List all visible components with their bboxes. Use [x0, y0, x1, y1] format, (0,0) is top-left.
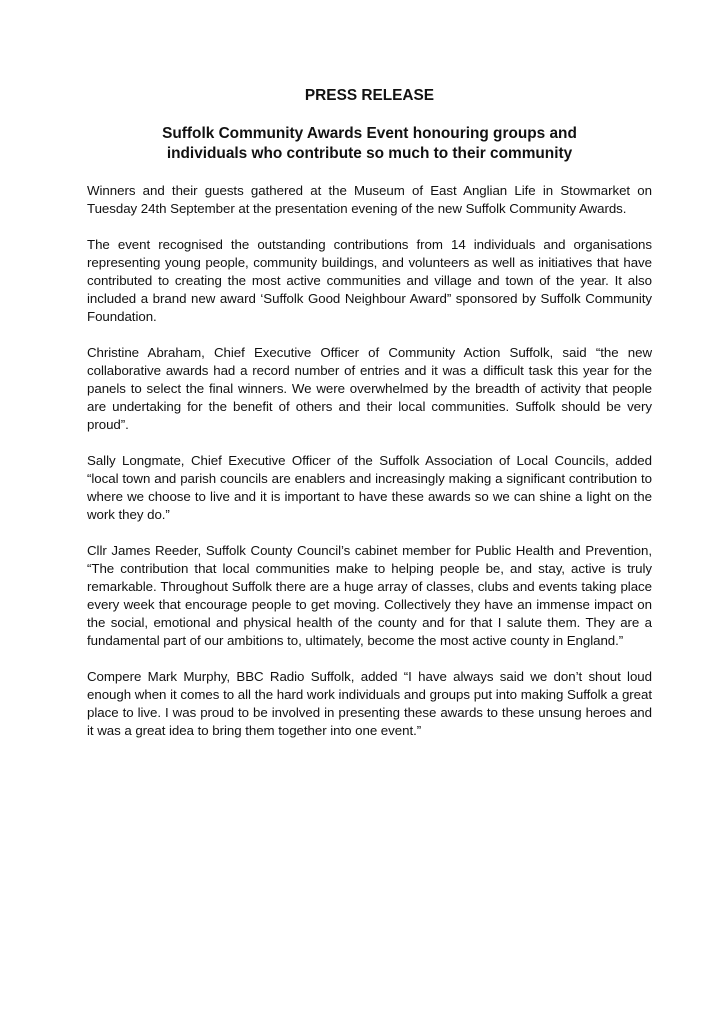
title-line-1: Suffolk Community Awards Event honouring groups and [162, 125, 577, 142]
paragraph-mark-murphy: Compere Mark Murphy, BBC Radio Suffolk, added “I have always said we don’t shout loud enough when it comes to all the hard work individuals and groups put into making Suffolk a great place to live. I was proud to be involved in presenting these awards to these unsung heroes and it was a great idea to bring them together into one event.” [87, 669, 652, 738]
document-title [87, 124, 652, 164]
paragraph-event: The event recognised the outstanding contributions from 14 individuals and organisations representing young people, community buildings, and volunteers as well as initiatives that have contributed to creating the most active communities and village and town of the year. It also included a brand new award ‘Suffolk Good Neighbour Award” sponsored by Suffolk Community Foundation. [87, 237, 652, 324]
title-line-2: individuals who contribute so much to their community [166, 145, 573, 162]
document-page [87, 86, 652, 758]
paragraph-christine-abraham: Christine Abraham, Chief Executive Officer of Community Action Suffolk, said “the new collaborative awards had a record number of entries and it was a difficult task this year for the panels to select the final winners. We were overwhelmed by the breadth of activity that people are undertaking for the benefit of others and their local communities. Suffolk should be very proud”. [87, 345, 652, 432]
press-release-label: PRESS RELEASE [304, 87, 435, 104]
paragraph-james-reeder: Cllr James Reeder, Suffolk County Council’s cabinet member for Public Health and Prevention, “The contribution that local communities make to helping people be, and stay, active is truly remarkable. Throughout Suffolk there are a huge array of classes, clubs and events taking place every week that encourage people to get moving. Collectively they have an immense impact on the social, emotional and physical health of the county and for that I salute them. They are a fundamental part of our ambitions to, ultimately, become the most active county in England.” [87, 543, 652, 648]
paragraph-intro: Winners and their guests gathered at the Museum of East Anglian Life in Stowmarket on Tuesday 24th September at the presentation evening of the new Suffolk Community Awards. [87, 183, 652, 216]
paragraph-sally-longmate: Sally Longmate, Chief Executive Officer of the Suffolk Association of Local Councils, added “local town and parish councils are enablers and increasingly making a significant contribution to where we choose to live and it is important to have these awards so we can shine a light on the work they do.” [87, 453, 652, 522]
